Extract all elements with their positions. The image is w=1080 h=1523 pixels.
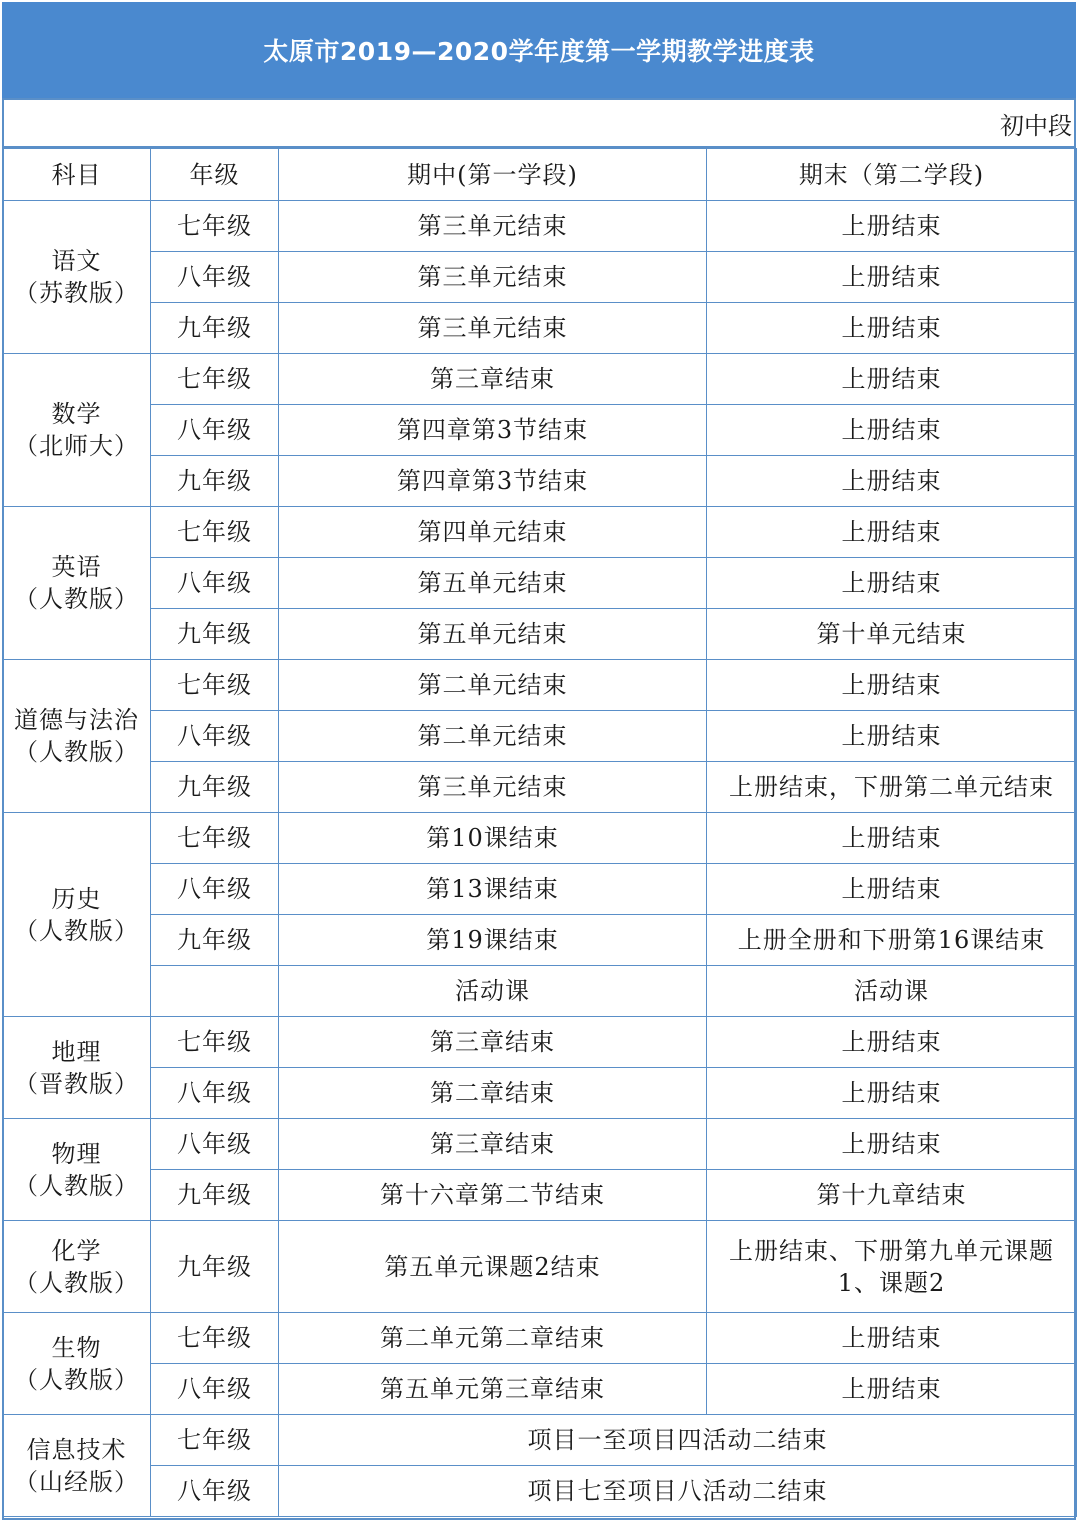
table-row xyxy=(3,1313,1077,1364)
final-cell: 上册结束 xyxy=(707,1313,1077,1364)
grade-cell: 七年级 xyxy=(151,201,279,252)
midterm-cell: 第三章结束 xyxy=(279,354,707,405)
midterm-cell: 第十六章第二节结束 xyxy=(279,1170,707,1221)
subject-edition: （人教版） xyxy=(14,738,139,766)
table-row xyxy=(3,303,1077,354)
midterm-cell: 第五单元课题2结束 xyxy=(279,1221,707,1313)
table-row xyxy=(3,1119,1077,1170)
table-row xyxy=(3,966,1077,1017)
table-row xyxy=(3,915,1077,966)
grade-cell: 七年级 xyxy=(151,354,279,405)
midterm-cell: 第四单元结束 xyxy=(279,507,707,558)
level-text: 初中段 xyxy=(1000,111,1072,140)
midterm-cell: 第五单元结束 xyxy=(279,609,707,660)
grade-cell: 七年级 xyxy=(151,1313,279,1364)
subject-edition: （山经版） xyxy=(14,1467,139,1496)
subject-edition: （晋教版） xyxy=(14,1069,139,1098)
grade-cell: 八年级 xyxy=(151,252,279,303)
subject-cell xyxy=(3,1221,151,1313)
grade-cell xyxy=(151,966,279,1017)
subject-name: 化学 xyxy=(51,1236,102,1265)
subject-edition: （苏教版） xyxy=(14,279,139,307)
final-cell: 上册结束 xyxy=(707,303,1077,354)
subject-edition: （北师大） xyxy=(14,432,139,460)
midterm-cell: 第二单元结束 xyxy=(279,660,707,711)
table-row xyxy=(3,1364,1077,1415)
grade-cell: 九年级 xyxy=(151,303,279,354)
subject-name: 地理 xyxy=(51,1037,102,1066)
final-cell: 上册结束 xyxy=(707,354,1077,405)
table-row xyxy=(3,762,1077,813)
header-subject: 科目 xyxy=(3,149,151,201)
header-midterm: 期中(第一学段) xyxy=(279,149,707,201)
final-cell: 上册结束 xyxy=(707,1068,1077,1119)
subject-cell xyxy=(3,1313,151,1415)
grade-cell: 七年级 xyxy=(151,1415,279,1466)
final-cell: 上册结束，下册第二单元结束 xyxy=(707,762,1077,813)
header-grade: 年级 xyxy=(151,149,279,201)
final-cell: 上册结束 xyxy=(707,456,1077,507)
grade-cell: 七年级 xyxy=(151,813,279,864)
table-row xyxy=(3,405,1077,456)
midterm-cell: 第三单元结束 xyxy=(279,201,707,252)
subject-edition: （人教版） xyxy=(14,1171,139,1200)
table-row xyxy=(3,1466,1077,1517)
subject-name: 英语 xyxy=(51,553,102,581)
table-row xyxy=(3,201,1077,252)
subject-cell xyxy=(3,1017,151,1119)
schedule-table xyxy=(2,148,1077,1517)
table-row xyxy=(3,813,1077,864)
grade-cell: 八年级 xyxy=(151,405,279,456)
final-cell: 上册结束 xyxy=(707,660,1077,711)
subject-cell xyxy=(3,813,151,1017)
table-row xyxy=(3,864,1077,915)
table-row xyxy=(3,456,1077,507)
final-cell: 上册结束 xyxy=(707,252,1077,303)
midterm-cell: 第二单元第二章结束 xyxy=(279,1313,707,1364)
midterm-cell: 第三单元结束 xyxy=(279,762,707,813)
page-title: 太原市2019—2020学年度第一学期教学进度表 xyxy=(2,2,1076,98)
grade-cell: 七年级 xyxy=(151,507,279,558)
table-row xyxy=(3,609,1077,660)
subject-name: 历史 xyxy=(51,884,102,913)
table-row xyxy=(3,558,1077,609)
final-cell: 上册结束 xyxy=(707,558,1077,609)
grade-cell: 九年级 xyxy=(151,1170,279,1221)
grade-cell: 八年级 xyxy=(151,1466,279,1517)
midterm-cell: 第二单元结束 xyxy=(279,711,707,762)
subject-cell xyxy=(3,660,151,813)
final-cell: 上册结束 xyxy=(707,201,1077,252)
table-row xyxy=(3,354,1077,405)
final-line: 上册结束、下册第九单元课题 xyxy=(729,1236,1054,1265)
grade-cell: 八年级 xyxy=(151,1068,279,1119)
grade-cell: 九年级 xyxy=(151,456,279,507)
table-row xyxy=(3,1068,1077,1119)
final-cell: 上册结束 xyxy=(707,1017,1077,1068)
midterm-cell: 第四章第3节结束 xyxy=(279,456,707,507)
table-row xyxy=(3,1221,1077,1313)
subject-cell xyxy=(3,507,151,660)
subject-cell xyxy=(3,1119,151,1221)
subject-edition: （人教版） xyxy=(14,1365,139,1394)
subject-cell xyxy=(3,354,151,507)
midterm-cell: 第10课结束 xyxy=(279,813,707,864)
grade-cell: 九年级 xyxy=(151,762,279,813)
subject-name: 生物 xyxy=(51,1333,102,1362)
table-row xyxy=(3,660,1077,711)
midterm-cell: 活动课 xyxy=(279,966,707,1017)
subject-cell xyxy=(3,201,151,354)
midterm-cell: 第三章结束 xyxy=(279,1119,707,1170)
header-row xyxy=(3,149,1077,201)
table-row xyxy=(3,1170,1077,1221)
final-cell: 第十九章结束 xyxy=(707,1170,1077,1221)
subject-name: 道德与法治 xyxy=(14,706,139,734)
grade-cell: 八年级 xyxy=(151,1119,279,1170)
subject-edition: （人教版） xyxy=(14,916,139,945)
subject-edition: （人教版） xyxy=(14,1268,139,1297)
subject-name: 信息技术 xyxy=(26,1435,127,1464)
subject-edition: （人教版） xyxy=(14,585,139,613)
grade-cell: 八年级 xyxy=(151,1364,279,1415)
table-row xyxy=(3,1415,1077,1466)
grade-cell: 八年级 xyxy=(151,711,279,762)
midterm-cell: 第三章结束 xyxy=(279,1017,707,1068)
midterm-cell: 第五单元第三章结束 xyxy=(279,1364,707,1415)
final-cell xyxy=(707,1221,1077,1313)
grade-cell: 九年级 xyxy=(151,1221,279,1313)
merged-progress-cell: 项目七至项目八活动二结束 xyxy=(279,1466,1077,1517)
final-cell: 活动课 xyxy=(707,966,1077,1017)
midterm-cell: 第三单元结束 xyxy=(279,252,707,303)
final-cell: 第十单元结束 xyxy=(707,609,1077,660)
final-cell: 上册结束 xyxy=(707,813,1077,864)
grade-cell: 九年级 xyxy=(151,609,279,660)
header-final: 期末（第二学段) xyxy=(707,149,1077,201)
subject-name: 数学 xyxy=(51,400,102,428)
final-cell: 上册结束 xyxy=(707,711,1077,762)
subject-cell xyxy=(3,1415,151,1517)
table-row xyxy=(3,711,1077,762)
grade-cell: 七年级 xyxy=(151,660,279,711)
final-cell: 上册结束 xyxy=(707,1119,1077,1170)
grade-cell: 七年级 xyxy=(151,1017,279,1068)
table-row xyxy=(3,252,1077,303)
midterm-cell: 第二章结束 xyxy=(279,1068,707,1119)
midterm-cell: 第13课结束 xyxy=(279,864,707,915)
table-row xyxy=(3,507,1077,558)
merged-progress-cell: 项目一至项目四活动二结束 xyxy=(279,1415,1077,1466)
subject-name: 物理 xyxy=(51,1139,102,1168)
final-line: 1、课题2 xyxy=(837,1268,946,1297)
subject-name: 语文 xyxy=(51,247,102,275)
final-cell: 上册全册和下册第16课结束 xyxy=(707,915,1077,966)
final-cell: 上册结束 xyxy=(707,1364,1077,1415)
grade-cell: 八年级 xyxy=(151,864,279,915)
final-cell: 上册结束 xyxy=(707,864,1077,915)
midterm-cell: 第19课结束 xyxy=(279,915,707,966)
school-level-label xyxy=(2,98,1076,148)
midterm-cell: 第四章第3节结束 xyxy=(279,405,707,456)
final-cell: 上册结束 xyxy=(707,507,1077,558)
grade-cell: 八年级 xyxy=(151,558,279,609)
grade-cell: 九年级 xyxy=(151,915,279,966)
final-cell: 上册结束 xyxy=(707,405,1077,456)
table-row xyxy=(3,1017,1077,1068)
midterm-cell: 第五单元结束 xyxy=(279,558,707,609)
midterm-cell: 第三单元结束 xyxy=(279,303,707,354)
